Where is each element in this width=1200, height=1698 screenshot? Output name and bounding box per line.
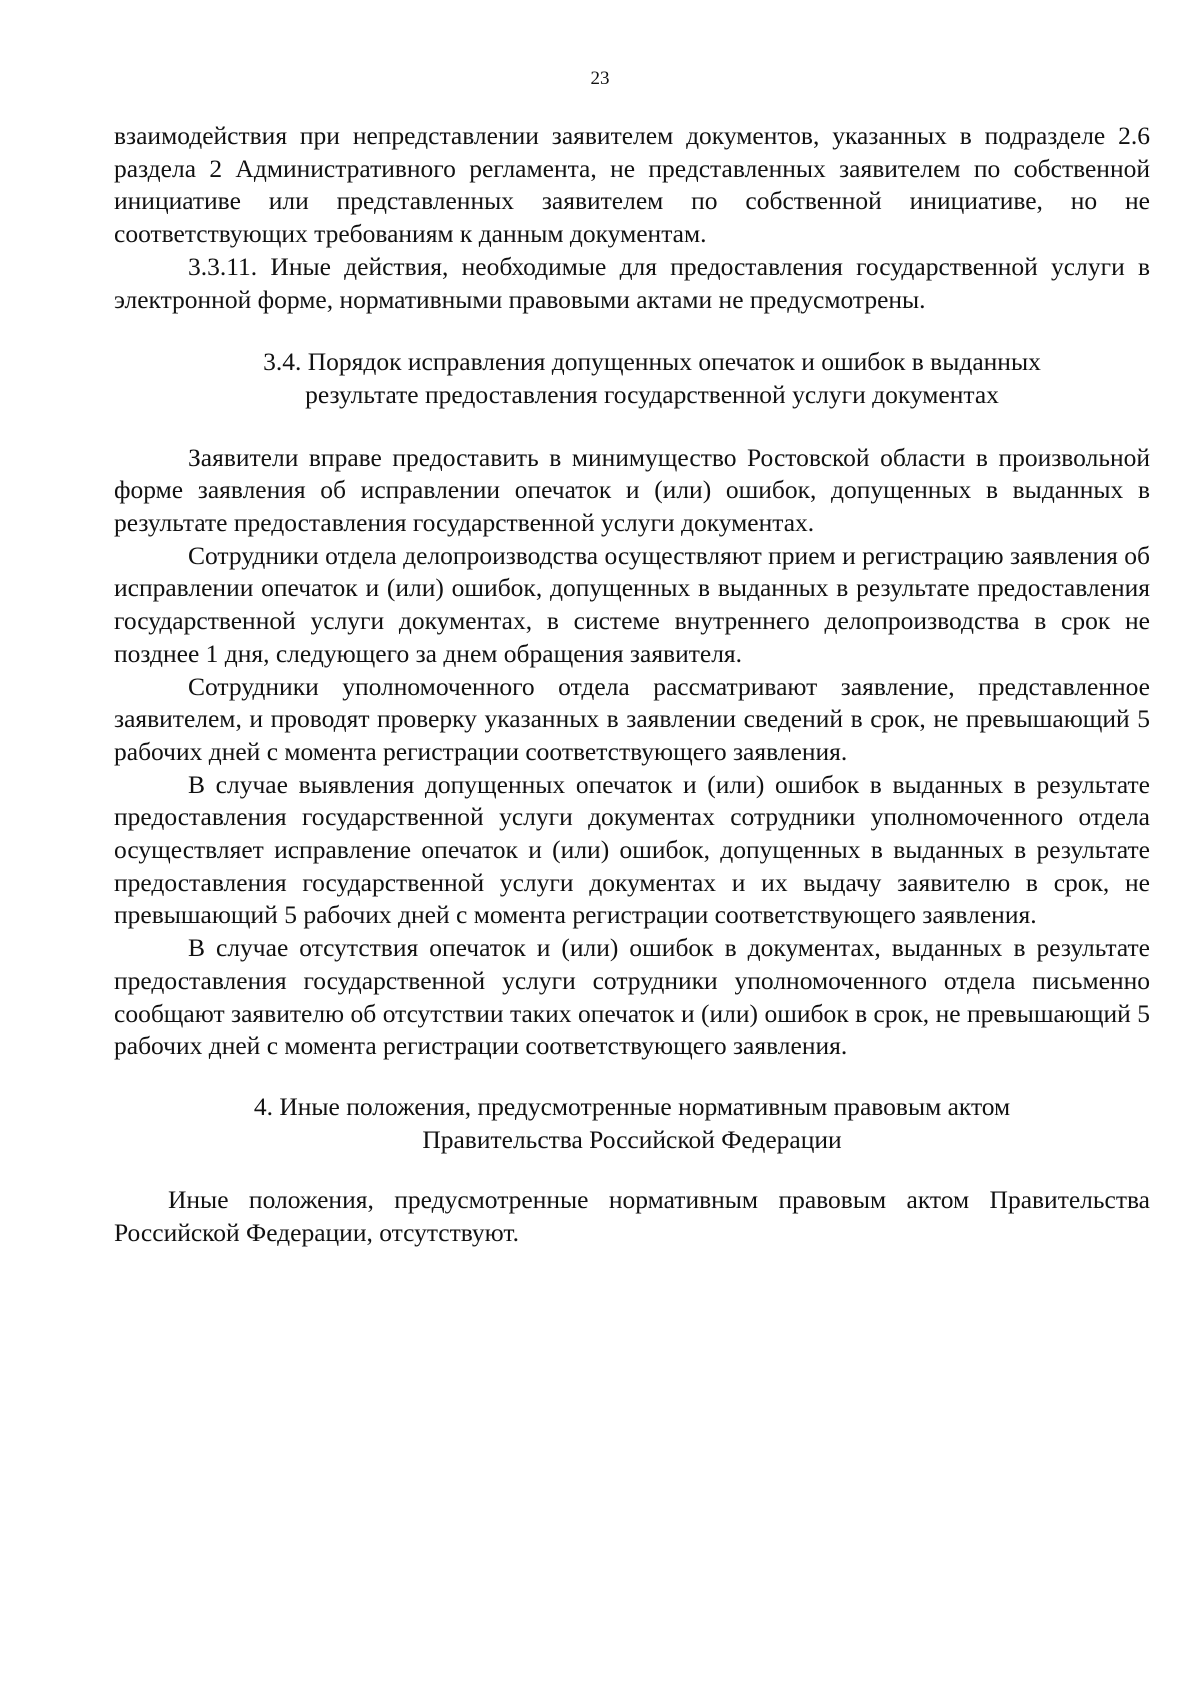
section-heading-4-line2: Правительства Российской Федерации — [422, 1124, 842, 1154]
paragraph-other-provisions: Иные положения, предусмотренные нормативным правовым актом Правительства Российской Федерации, отсутствуют. — [114, 1185, 1150, 1248]
page-number: 23 — [590, 68, 610, 89]
paragraph-applicants-right: Заявители вправе предоставить в минимущество Ростовской области в произвольной форме заявления об исправлении опечаток и (или) ошибок, допущенных в выданных в результате предоставления государственной услуги документах. — [114, 442, 1150, 538]
paragraph-3-3-11: 3.3.11. Иные действия, необходимые для предоставления государственной услуги в электронной форме, нормативными правовыми актами не предусмотрены. — [114, 251, 1150, 314]
paragraph-registration: Сотрудники отдела делопроизводства осуществляют прием и регистрацию заявления об исправлении опечаток и (или) ошибок, допущенных в выданных в результате предоставления государственной услуги документах, в системе внутреннего делопроизводства в срок не позднее 1 дня, следующего за днем обращения заявителя. — [114, 540, 1150, 668]
document-body — [114, 120, 1150, 1250]
section-heading-4-line1: 4. Иные положения, предусмотренные нормативным правовым актом — [253, 1091, 1011, 1121]
section-heading-3-4-line2: результате предоставления государственной услуги документах — [305, 379, 999, 409]
paragraph-no-errors: В случае отсутствия опечаток и (или) ошибок в документах, выданных в результате предоставления государственной услуги сотрудники уполномоченного отдела письменно сообщают заявителю об отсутствии таких опечаток и (или) ошибок в срок, не превышающий 5 рабочих дней с момента регистрации соответствующего заявления. — [114, 933, 1150, 1061]
paragraph-continuation: взаимодействия при непредставлении заявителем документов, указанных в подразделе 2.6 раздела 2 Административного регламента, не представленных заявителем по собственной инициативе или представленных заявителем по собственной инициативе, но не соответствующих требованиям к данным документам. — [114, 121, 1150, 249]
paragraph-correction: В случае выявления допущенных опечаток и (или) ошибок в выданных в результате предоставления государственной услуги документах сотрудники уполномоченного отдела осуществляет исправление опечаток и (или) ошибок, допущенных в выданных в результате предоставления государственной услуги документах и их выдачу заявителю в срок, не превышающий 5 рабочих дней с момента регистрации соответствующего заявления. — [114, 769, 1150, 930]
section-heading-3-4 — [114, 346, 1150, 411]
section-heading-3-4-line1: 3.4. Порядок исправления допущенных опечаток и ошибок в выданных — [263, 347, 1041, 377]
section-heading-4 — [114, 1091, 1150, 1156]
paragraph-review: Сотрудники уполномоченного отдела рассматривают заявление, представленное заявителем, и проводят проверку указанных в заявлении сведений в срок, не превышающий 5 рабочих дней с момента регистрации соответствующего заявления. — [114, 671, 1150, 766]
